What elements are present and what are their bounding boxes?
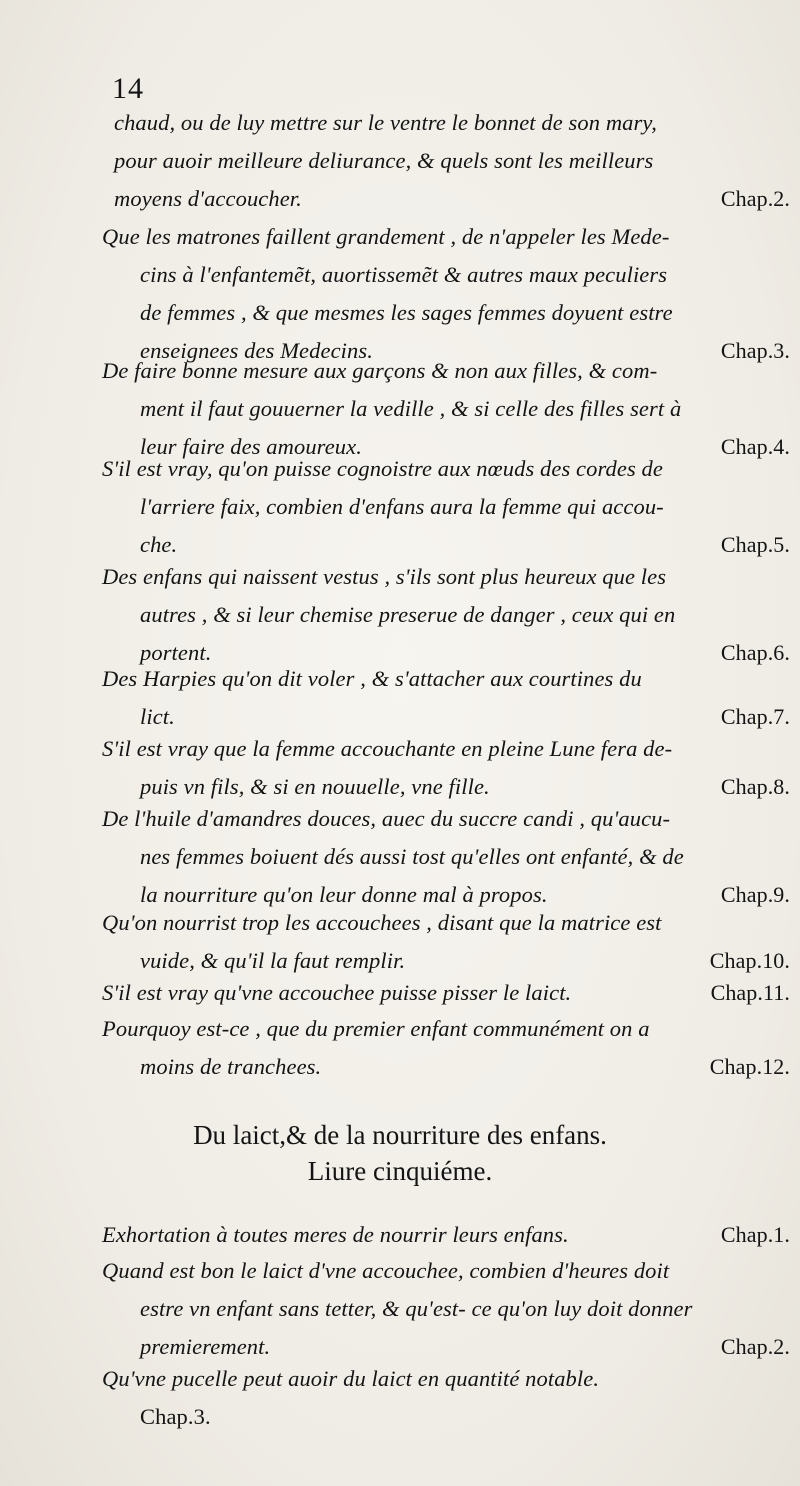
entry-line: vuide, & qu'il la faut remplir. [140, 948, 406, 973]
book-subtitle: Liure cinquiéme. [307, 1156, 493, 1186]
entry-line: de femmes , & que mesmes les sages femmes doyuent estre [140, 300, 673, 325]
entry-line: Des Harpies qu'on dit voler , & s'attacher aux courtines du [102, 666, 642, 691]
entry-last-line [102, 1216, 790, 1254]
entry-line: puis vn fils, & si en nouuelle, vne fille. [140, 774, 490, 799]
toc-entry [114, 104, 790, 218]
entry-line: la nourriture qu'on leur donne mal à propos. [140, 882, 548, 907]
toc-entry [102, 1252, 790, 1366]
chapter-ref: Chap.1. [720, 1222, 790, 1247]
toc-entry [102, 730, 790, 806]
toc-entry [102, 352, 790, 466]
chapter-ref: Chap.2. [720, 186, 790, 211]
chapter-ref: Chap.3. [140, 1404, 211, 1429]
entry-last-line [102, 974, 790, 1012]
entry-line: S'il est vray, qu'on puisse cognoistre aux nœuds des cordes de [102, 456, 663, 481]
toc-entry [102, 1010, 790, 1086]
entry-line: Des enfans qui naissent vestus , s'ils sont plus heureux que les [102, 564, 667, 589]
entry-last-line [114, 180, 790, 218]
entry-last-line [114, 1048, 790, 1086]
entry-line: Qu'vne pucelle peut auoir du laict en quantité notable. [102, 1366, 600, 1391]
entry-line: Qu'on nourrist trop les accouchees , disant que la matrice est [102, 910, 662, 935]
chapter-ref: Chap.2. [720, 1334, 790, 1359]
toc-entry [102, 558, 790, 672]
page-number: 14 [112, 72, 144, 105]
entry-line: nes femmes boiuent dés aussi tost qu'elles ont enfanté, & de [140, 844, 684, 869]
chapter-ref: Chap.8. [720, 774, 790, 799]
entry-line: moins de tranchees. [140, 1054, 322, 1079]
entry-line: ment il faut gouuerner la vedille , & si celle des filles sert à [140, 396, 682, 421]
entry-line: pour auoir meilleure deliurance, & quels sont les meilleurs [114, 148, 654, 173]
entry-line: De l'huile d'amandres douces, auec du succre candi , qu'aucu- [102, 806, 671, 831]
toc-entry [102, 800, 790, 914]
chapter-ref: Chap.10. [709, 948, 790, 973]
toc-entry [102, 904, 790, 980]
entry-line: lict. [140, 704, 175, 729]
chapter-ref: Chap.12. [709, 1054, 790, 1079]
chapter-ref: Chap.6. [720, 640, 790, 665]
chapter-ref: Chap.5. [720, 532, 790, 557]
entry-line: premierement. [140, 1334, 271, 1359]
entry-line: S'il est vray que la femme accouchante en pleine Lune fera de- [102, 736, 673, 761]
entry-line: enseignees des Medecins. [140, 338, 373, 363]
entry-line: Pourquoy est-ce , que du premier enfant communément on a [102, 1016, 650, 1041]
chapter-ref: Chap.9. [720, 882, 790, 907]
toc-entry [102, 1360, 790, 1436]
chapter-ref: Chap.4. [720, 434, 790, 459]
entry-line: De faire bonne mesure aux garçons & non aux filles, & com- [102, 358, 658, 383]
entry-line: portent. [140, 640, 212, 665]
toc-entry [102, 1216, 790, 1254]
entry-line: Exhortation à toutes meres de nourrir leurs enfans. [102, 1222, 569, 1247]
entry-line: S'il est vray qu'vne accouchee puisse pisser le laict. [102, 980, 572, 1005]
toc-entry [102, 218, 790, 370]
chapter-ref: Chap.11. [710, 980, 790, 1005]
entry-line: moyens d'accoucher. [114, 186, 302, 211]
chapter-ref: Chap.7. [720, 704, 790, 729]
entry-line: che. [140, 532, 178, 557]
toc-entry [102, 450, 790, 564]
toc-entry [102, 660, 790, 736]
section-heading: Du laict,& de la nourriture des enfans. [193, 1120, 607, 1150]
chapter-ref: Chap.3. [720, 338, 790, 363]
entry-line: leur faire des amoureux. [140, 434, 362, 459]
entry-line: Que les matrones faillent grandement , de n'appeler les Mede- [102, 224, 670, 249]
entry-line: chaud, ou de luy mettre sur le ventre le bonnet de son mary, [114, 110, 657, 135]
toc-entry [102, 974, 790, 1012]
entry-line: cins à l'enfantemẽt, auortissemẽt & autres maux peculiers [140, 262, 668, 287]
entry-line: estre vn enfant sans tetter, & qu'est- ce qu'on luy doit donner [140, 1296, 693, 1321]
entry-line: Quand est bon le laict d'vne accouchee, combien d'heures doit [102, 1258, 670, 1283]
entry-line: autres , & si leur chemise preserue de danger , ceux qui en [140, 602, 676, 627]
entry-line: l'arriere faix, combien d'enfans aura la femme qui accou- [140, 494, 664, 519]
